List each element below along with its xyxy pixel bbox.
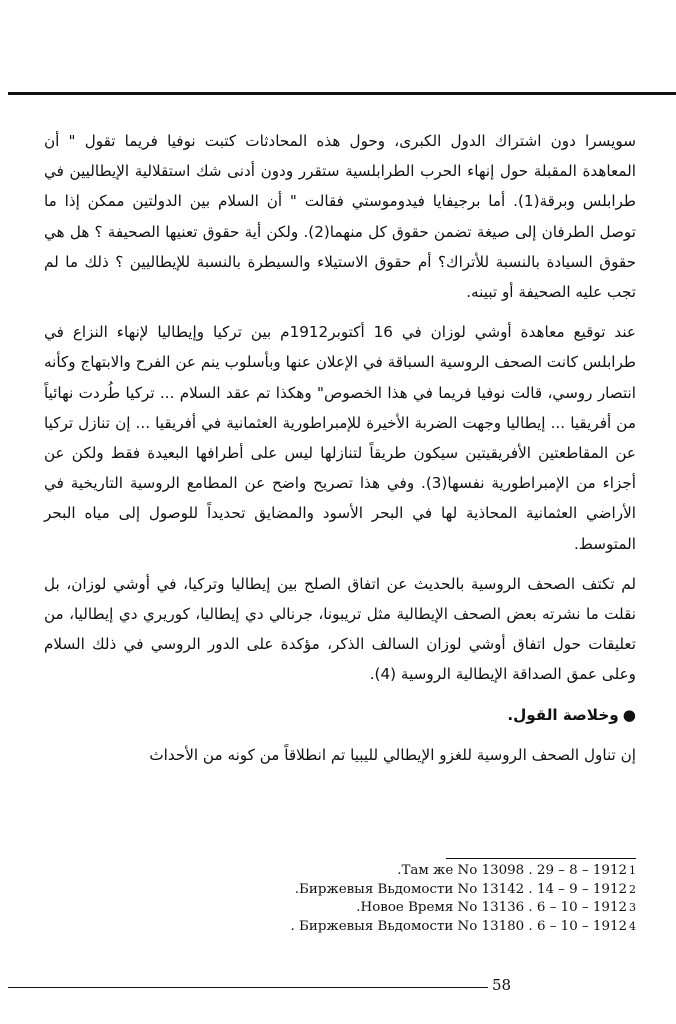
paragraph-1: سويسرا دون اشتراك الدول الكبرى، وحول هذه المحادثات كتبت نوفيا فريما تقول " أن المعاهدة المقبلة حول إنهاء الحرب الطرابلسية ستقرر ودون أدنى شك استقلالية الإيطاليين في طرابلس وبرقة(1). أما برجيفايا فيدوموستي فقالت " أن السلام بين الدولتين ممكن إذا ما توصل الطرفان إلى صيغة تضمن حقوق كل منهما(2). ولكن أية حقوق تعنيها الصحيفة ؟ هل هي حقوق السيادة بالنسبة للأتراك؟ أم حقوق الاستيلاء والسيطرة بالنسبة للإيطاليين ؟ ذلك ما لم تجب عليه الصحيفة أو تبينه.	[44, 132, 637, 302]
footnote-rule	[446, 858, 636, 859]
footnote-number: 3	[629, 901, 636, 915]
body-text	[44, 126, 636, 770]
footnote-text: .Новое Время No 13136 . 6 – 10 – 1912	[356, 900, 627, 916]
footnote-number: 4	[629, 919, 636, 933]
section-heading	[44, 700, 636, 730]
bullet-icon: ●	[622, 705, 636, 724]
section-heading-text: وخلاصة القول.	[507, 705, 619, 724]
header-rule	[8, 92, 676, 95]
footnote-number: 1	[629, 864, 636, 877]
paragraph-3: لم تكتف الصحف الروسية بالحديث عن اتفاق الصلح بين إيطاليا وتركيا، في أوشي لوزان، بل نقلت ما نشرته بعض الصحف الإيطالية مثل تريبونا، جرنالي دي إيطاليا، كوريري دي إيطاليا، من تعليقات حول اتفاق أوشي لوزان السالف الذكر، مؤكدة على الدور الروسي في ذلك السلام وعلى عمق الصداقة الإيطالية الروسية (4).	[44, 574, 636, 684]
paragraph-2: عند توقيع معاهدة أوشي لوزان في 16 أكتوبر1912م بين تركيا وإيطاليا لإنهاء النزاع في طرابلس كانت الصحف الروسية السباقة في الإعلان عنها وبأسلوب ينم عن الفرح والابتهاج وكأنه انتصار روسي، قالت نوفيا فريما في هذا الخصوص" وهكذا تم عقد السلام ... تركيا طُردت نهائياً من أفريقيا ... إيطاليا وجهت الضربة الأخيرة للإمبراطورية العثمانية في أفريقيا ... إن تنازل تركيا عن المقاطعتين الأفريقيتين سيكون طريقاً لتنازلها ليس على أطرافها البعيدة فقط ولكن عن أجزاء من الإمبراطورية نفسها(3). وفي هذا تصريح واضح عن المطامع الروسية التاريخية في الأراضي العثمانية المحاذية لها في البحر الأسود والمضايق تحديداً للوصول إلى مياه البحر المتوسط.	[44, 323, 636, 553]
final-line: إن تناول الصحف الروسية للغزو الإيطالي لليبيا تم انطلاقاً من كونه من الأحداث	[149, 745, 636, 764]
footnote	[236, 862, 636, 881]
footnote	[236, 881, 636, 900]
footnote-text: .Там же No 13098 . 29 – 8 – 1912	[397, 863, 627, 878]
footnote	[236, 918, 636, 937]
footer-rule	[8, 987, 488, 988]
footnote-number: 2	[629, 882, 636, 896]
footnote-text: . Биржевыя Вьдомости No 13180 . 6 – 10 – 1912	[290, 918, 627, 934]
footnote-text: .Биржевыя Вьдомости No 13142 . 14 – 9 – 1912	[294, 881, 627, 897]
page-number: 58	[492, 976, 512, 994]
footnote	[236, 899, 636, 918]
footnotes	[236, 862, 636, 936]
